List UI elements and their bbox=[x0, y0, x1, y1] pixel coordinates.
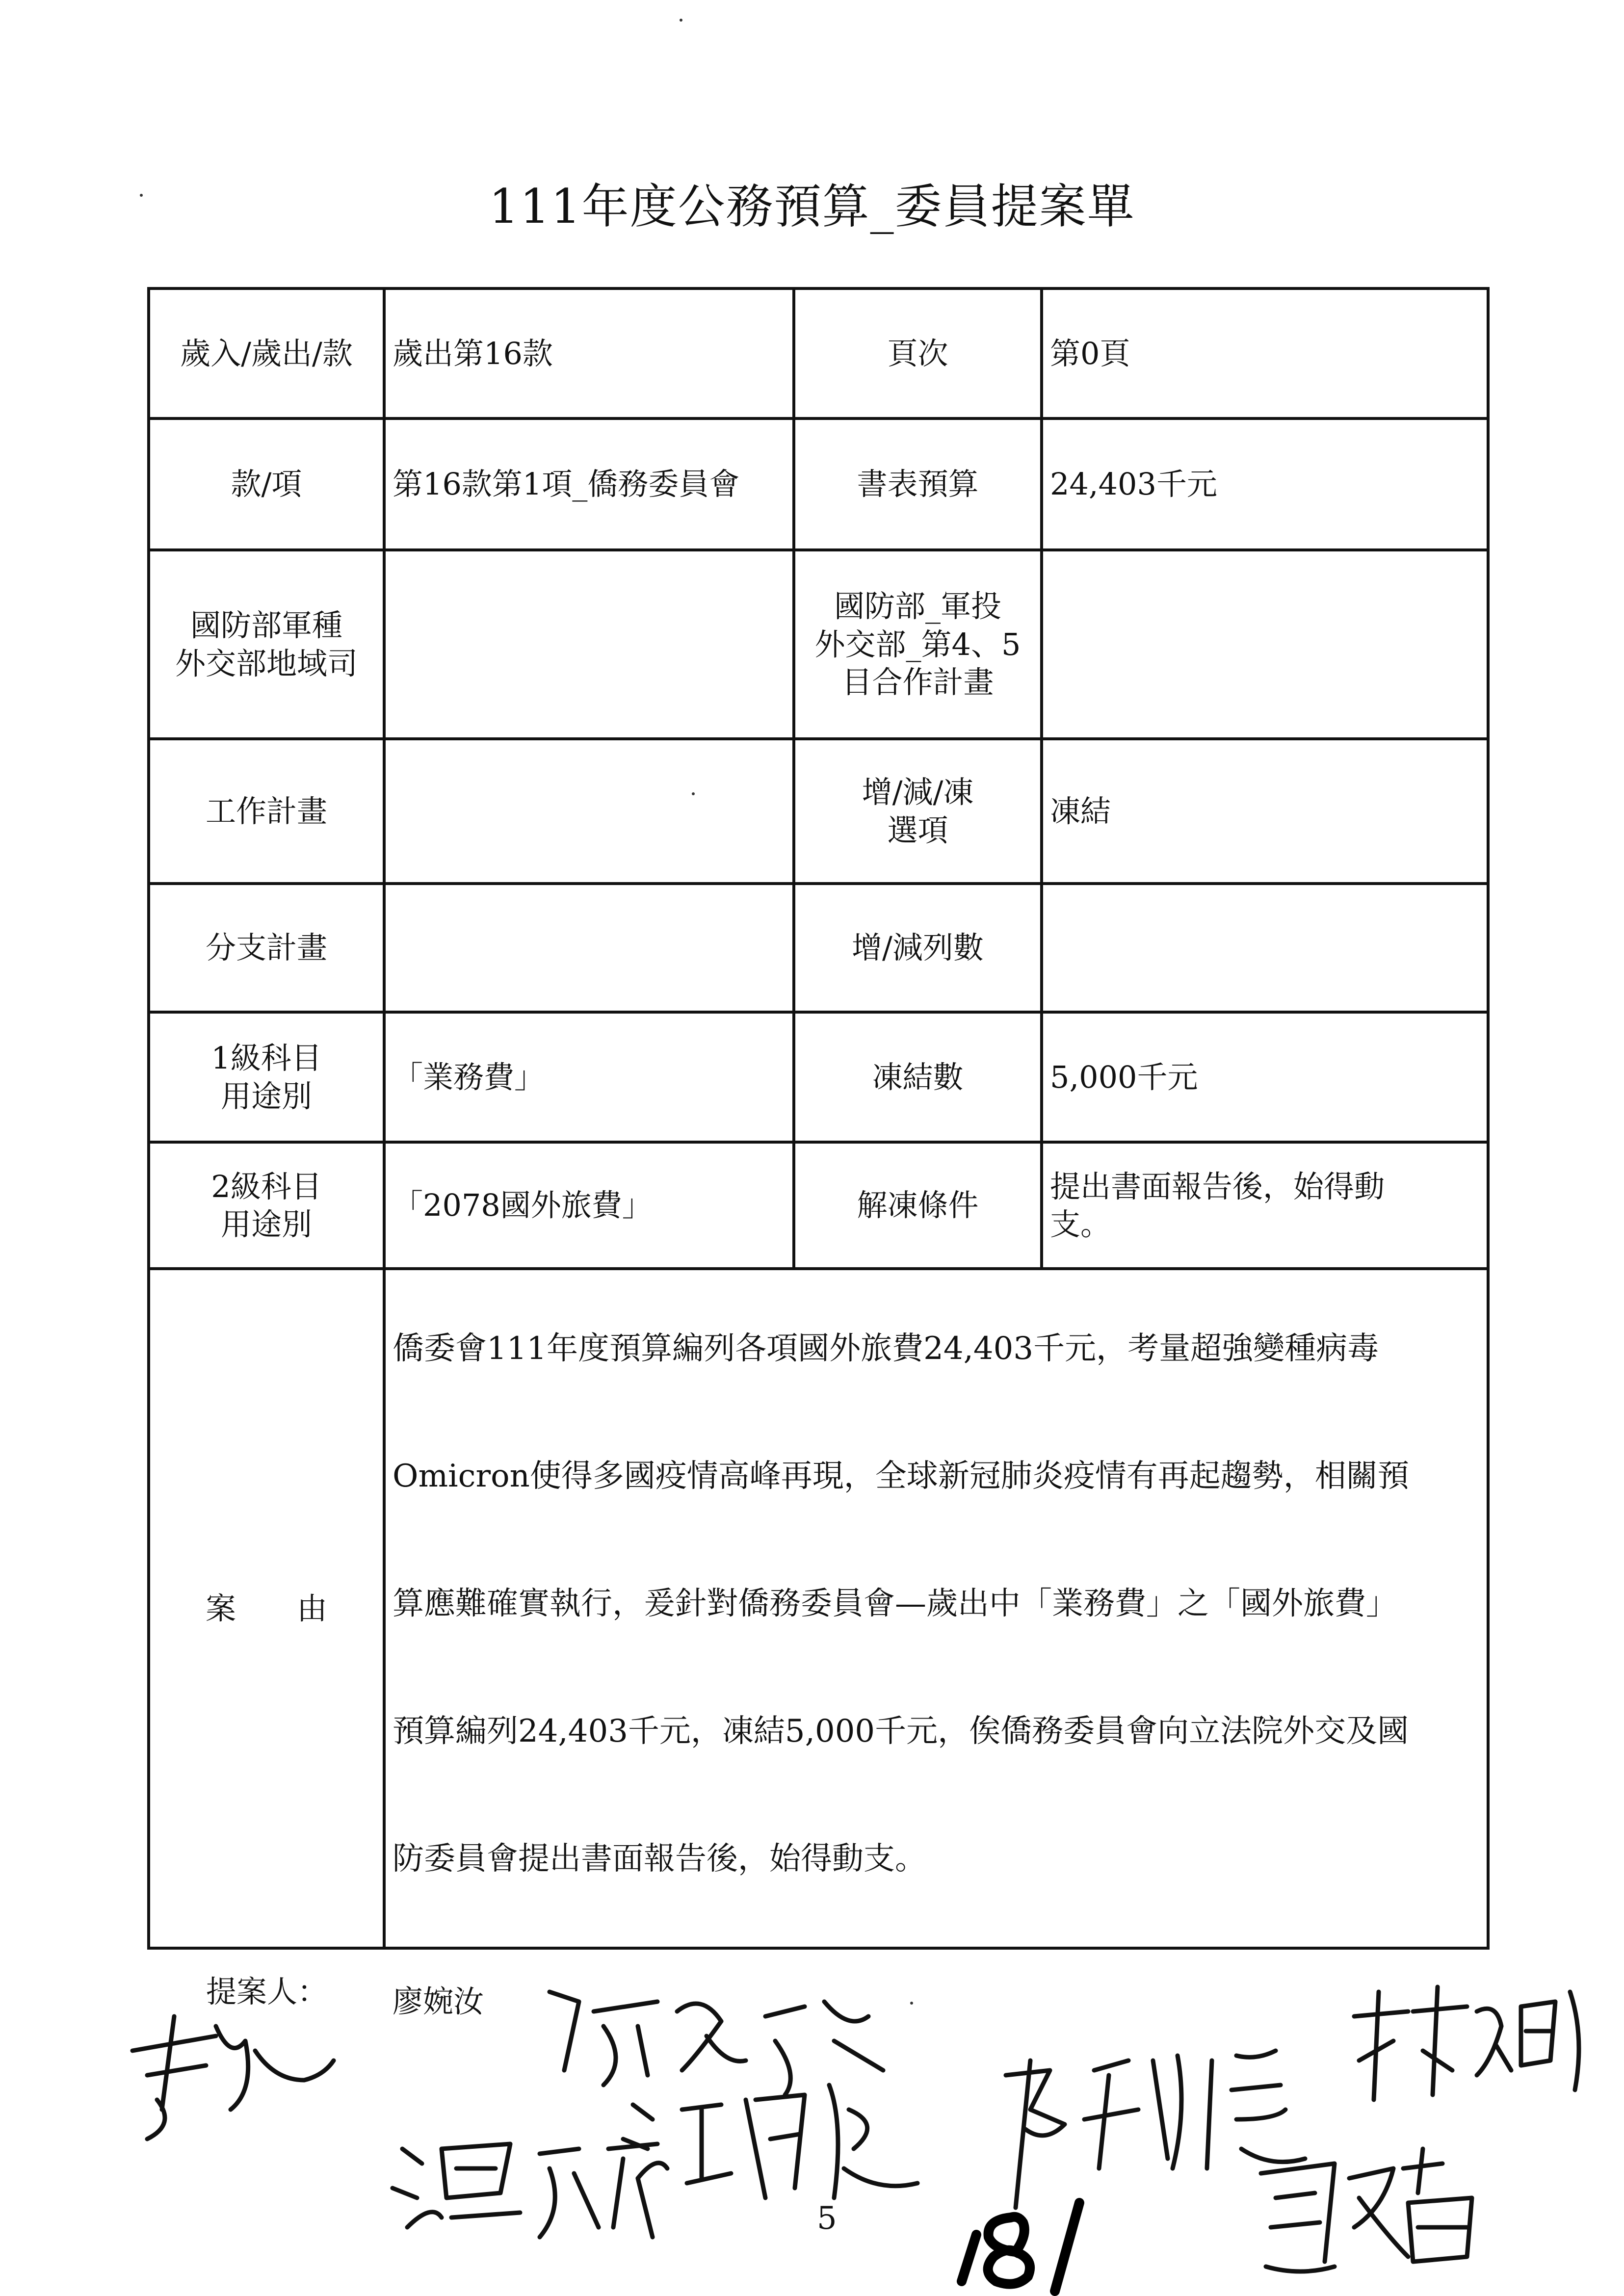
label-line: 用途別 bbox=[220, 1206, 312, 1242]
value-budget-type: 歲出第16款 bbox=[384, 288, 794, 418]
scan-speck bbox=[680, 19, 682, 22]
scan-speck bbox=[140, 194, 143, 197]
signature-ma bbox=[1261, 2149, 1472, 2271]
reason-line: 僑委會111年度預算編列各項國外旅費24,403千元，考量超強變種病毒 bbox=[393, 1330, 1379, 1367]
value-statement-budget: 24,403千元 bbox=[1042, 418, 1488, 550]
label-line: 2級科目 bbox=[211, 1168, 322, 1204]
reason-line: Omicron使得多國疫情高峰再現，全球新冠肺炎疫情有再起趨勢，相關預 bbox=[393, 1458, 1409, 1494]
label-line: 國防部_軍投 bbox=[834, 588, 1001, 625]
handwritten-181-mark bbox=[962, 2203, 1079, 2291]
value-page: 第0頁 bbox=[1042, 288, 1488, 418]
value-line: 支。 bbox=[1050, 1206, 1111, 1242]
value-frozen-amount: 5,000千元 bbox=[1042, 1012, 1488, 1142]
signature-li bbox=[132, 2016, 334, 2139]
label-work-plan: 工作計畫 bbox=[149, 739, 384, 884]
label-unfreeze-condition: 解凍條件 bbox=[794, 1142, 1042, 1269]
label-adjust-amount: 增/減列數 bbox=[794, 884, 1042, 1012]
label-reason: 案 由 bbox=[149, 1269, 384, 1948]
label-line: 用途別 bbox=[220, 1078, 312, 1114]
signature-jiang bbox=[623, 2085, 917, 2198]
label-frozen-amount: 凍結數 bbox=[794, 1012, 1042, 1142]
label-line: 1級科目 bbox=[211, 1040, 322, 1076]
value-section-item: 第16款第1項_僑務委員會 bbox=[384, 418, 794, 550]
reason-line: 防委員會提出書面報告後，始得動支。 bbox=[393, 1840, 926, 1877]
label-statement-budget: 書表預算 bbox=[794, 418, 1042, 550]
label-line: 增/減/凍 bbox=[862, 774, 974, 810]
signature-liao bbox=[550, 1992, 883, 2095]
scan-speck bbox=[910, 2002, 913, 2005]
scan-speck bbox=[692, 792, 695, 795]
value-level2-subject: 「2078國外旅費」 bbox=[384, 1142, 794, 1269]
label-line: 目合作計畫 bbox=[841, 664, 994, 701]
label-branch-plan: 分支計畫 bbox=[149, 884, 384, 1012]
label-line: 國防部軍種 bbox=[190, 607, 342, 643]
label-section-item: 款/項 bbox=[149, 418, 384, 550]
value-line: 提出書面報告後，始得動 bbox=[1050, 1168, 1385, 1204]
signature-lin bbox=[1354, 1987, 1579, 2100]
signature-chen bbox=[1006, 2051, 1305, 2208]
value-adjust-option: 凍結 bbox=[1042, 739, 1488, 884]
document-title: 111年度公務預算_委員提案單 bbox=[489, 179, 1135, 234]
label-line: 選項 bbox=[887, 812, 948, 848]
label-line: 外交部地域司 bbox=[175, 645, 358, 681]
label-page: 頁次 bbox=[794, 288, 1042, 418]
reason-line: 預算編列24,403千元，凍結5,000千元，俟僑務委員會向立法院外交及國 bbox=[393, 1713, 1409, 1749]
value-level1-subject: 「業務費」 bbox=[384, 1012, 794, 1142]
proposer-label: 提案人： bbox=[206, 1974, 328, 2009]
reason-line: 算應難確實執行，爰針對僑務委員會—歲出中「業務費」之「國外旅費」 bbox=[393, 1585, 1397, 1622]
proposer-name: 廖婉汝 bbox=[393, 1983, 484, 2019]
signature-wen bbox=[393, 2144, 657, 2237]
label-budget-type: 歲入/歲出/款 bbox=[149, 288, 384, 418]
page-number: 5 bbox=[817, 2200, 837, 2237]
label-line: 外交部_第4、5 bbox=[814, 626, 1021, 662]
